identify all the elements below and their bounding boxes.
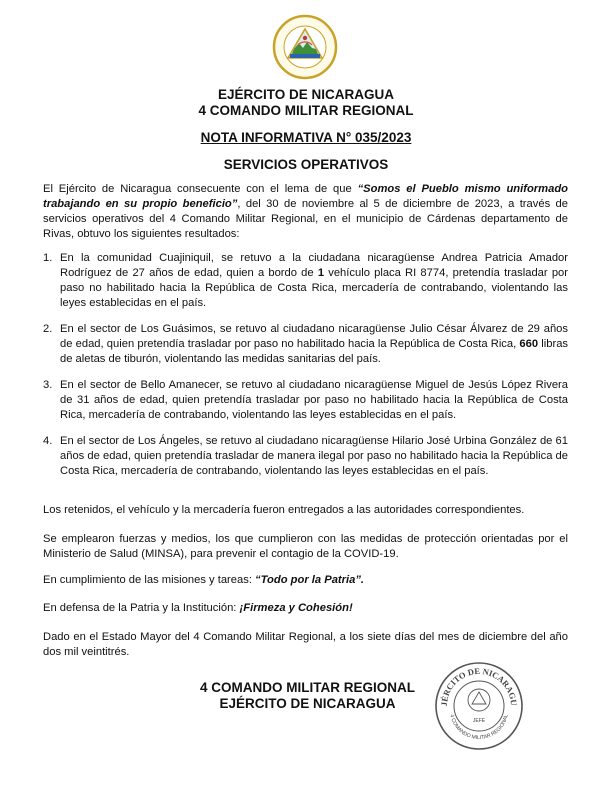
header-command-name: 4 COMANDO MILITAR REGIONAL: [198, 103, 414, 118]
svg-text:EJÉRCITO DE NICARAGUA: JÉRCITO DE NICARAGU: [438, 665, 520, 707]
intro-motto: “Somos el Pueblo mismo uniformado trabajando en su propio beneficio”: [43, 183, 568, 210]
header-org-name: EJÉRCITO DE NICARAGUA: [217, 87, 395, 102]
paragraph-fuerzas: Se emplearon fuerzas y medios, los que cumplieron con las medidas de protección orientadas por el Ministerio de Salud (MINSA), para prevenir el contagio de la COVID-19.: [43, 533, 568, 560]
svg-text:JEFE: JEFE: [472, 718, 486, 724]
official-stamp: [433, 660, 525, 752]
paragraph-defensa: En defensa de la Patria y la Institución: ¡Firmeza y Cohesión!: [43, 602, 353, 614]
paragraph-retenidos: Los retenidos, el vehículo y la mercadería fueron entregados a las autoridades correspondientes.: [43, 504, 525, 516]
document-number-title: NOTA INFORMATIVA N° 035/2023: [200, 130, 412, 145]
nicaragua-coat-of-arms-logo: [272, 14, 338, 80]
svg-text:4 COMANDO MILITAR REGIONAL: 4 COMANDO MILITAR REGIONAL: [448, 713, 510, 742]
list-item: 2. En el sector de Los Guásimos, se retuvo al ciudadano nicaragüense Julio César Álvarez de 29 años de edad, quien pretendía trasladar por paso no habilitado hacia la República de Costa Rica, 660 libras de aletas de tiburón, violentando las medidas sanitarias del país.: [43, 323, 569, 365]
intro-paragraph: El Ejército de Nicaragua consecuente con el lema de que “Somos el Pueblo mismo uniformado trabajando en su propio beneficio”, del 30 de noviembre al 5 de diciembre de 2023, a través de servicios operativos del 4 Comando Militar Regional, en el municipio de Cárdenas departamento de Rivas, obtuvo los siguientes resultados:: [43, 183, 568, 240]
signature-org: EJÉRCITO DE NICARAGUA: [219, 696, 396, 711]
list-item: 1. En la comunidad Cuajiniquil, se retuvo a la ciudadana nicaragüense Andrea Patricia Amador Rodríguez de 27 años de edad, quien a bordo de 1 vehículo placa RI 8774, pretendía trasladar por paso no habilitado hacia la República de Costa Rica, mercadería de contrabando, violentando las leyes establecidas en el país.: [43, 252, 568, 309]
paragraph-dado: Dado en el Estado Mayor del 4 Comando Militar Regional, a los siete días del mes de diciembre del año dos mil veintitrés.: [43, 631, 568, 658]
section-title: SERVICIOS OPERATIVOS: [223, 157, 389, 172]
signature-command: 4 COMANDO MILITAR REGIONAL: [200, 680, 415, 695]
list-item: 4. En el sector de Los Ángeles, se retuvo al ciudadano nicaragüense Hilario José Urbina González de 61 años de edad, quien pretendía trasladar de manera ilegal por paso no habilitado hacia la República de Costa Rica, mercadería de contrabando, violentando las leyes establecidas en el país.: [43, 435, 568, 477]
paragraph-cumplimiento: En cumplimiento de las misiones y tareas: “Todo por la Patria”.: [43, 574, 365, 586]
list-item: 3. En el sector de Bello Amanecer, se retuvo al ciudadano nicaragüense Miguel de Jesús López Rivera de 31 años de edad, quien pretendía trasladar por paso no habilitado hacia la República de Costa Rica, mercadería de contrabando, violentando las leyes establecidas en el país.: [43, 379, 568, 421]
